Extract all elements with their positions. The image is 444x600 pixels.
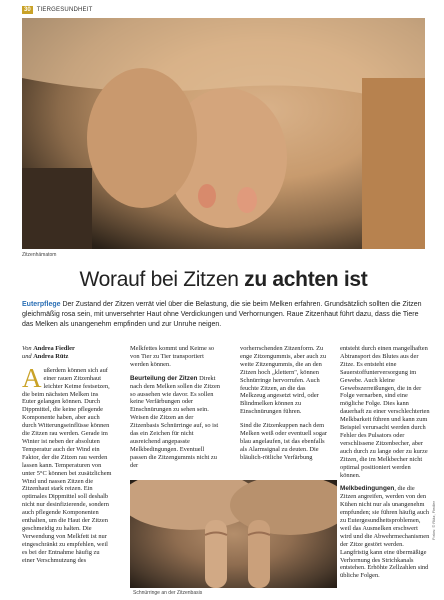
teat-illustration — [130, 480, 337, 588]
column-2 — [130, 345, 222, 470]
author-name-2: Andrea Rütz — [33, 352, 69, 360]
column-1 — [22, 345, 112, 564]
col4-p2: , die die Zitzen angreifen, werden von den Kühen nicht nur als unangenehm empfunden; sie führen häufig auch zu Eutergesundheitsproblemen, weil das Ausmelken erschwert wird und die Abwehrmechanismen der Zitze gestört werden. Langfristig kann eine übermäßige Verhornung des Strichkanals entstehen. Erhöhte Zellzahlen sind übliche Folgen. — [340, 485, 430, 580]
section-label: TIERGESUNDHEIT — [36, 7, 93, 13]
author-line — [22, 345, 112, 361]
author-name-1: Andrea Fiedler — [33, 345, 75, 352]
col2-p2: Direkt nach dem Melken sollen die Zitzen so aussehen wie davor. Es sollen keine Verfärbungen oder Einschnürungen zu sehen sein. Weisen die Zitzen an der Zitzenbasis Schnürringe auf, so ist das ein Zeichen für nicht ausreichend angepasste Melkbedingungen. Eventuell passen die Zitzengummis nicht zu der — [130, 374, 220, 469]
subheading-melkbedingungen: Melkbedingungen — [340, 485, 395, 493]
lead-keyword: Euterpflege — [22, 301, 61, 308]
headline-bold: zu achten ist — [244, 268, 368, 291]
lead-paragraph — [22, 300, 425, 330]
author-prefix: Von — [22, 345, 34, 352]
drop-cap: A — [22, 362, 42, 393]
col3-p1: vorherrschenden Zitzenform. Zu enge Zitzengummis, aber auch zu weite Zitzengummis, die an den Zitzen hoch „klettern", können Schnürringe hervorrufen. Auch feuchte Zitzen, an die das Melkzeug angesetzt wird, oder Blindmelken können zu Einschnürungen führen. — [240, 345, 327, 416]
headline — [22, 268, 425, 292]
udder-illustration — [22, 18, 425, 249]
col1-text: ußerdem können sich auf einer rauen Zitzenhaut leichter Keime festsetzen, die beim nächsten Melken ins Euter gelangen können. Durch Dippmittel, die keine pflegende Komponente haben, aber auch durch Witterungseinflüsse können die Zitzen rau werden. Gerade im Winter ist neben der absoluten Temperatur auch der Wind ein Faktor, der die Zitzen rau werden lassen kann. Temperaturen von unter 5°C können bei zusätzlichem Wind und nassen Zitzen die Zitzenhaut stark reizen. Ein optimales Dippmittel soll deshalb nicht nur desinfizierende, sondern auch pflegende Komponenten enthalten, um die Haut der Zitzen geschmeidig zu halten. Die Verwendung von Melkfett ist nur eingeschränkt zu empfehlen, weil es bei der Entnahme häufig zu einer Verschmutzung des — [22, 366, 112, 564]
photo1-caption: Zitzenhämatom — [22, 252, 57, 258]
page-number: 30 — [24, 7, 31, 13]
photo-credit: Fotos: © Rütz, Fiedler — [431, 501, 436, 540]
photo2-caption: Schnürringe an der Zitzenbasis — [133, 590, 203, 596]
col3-p2: Sind die Zitzenkuppen nach dem Melken weiß oder eventuell sogar blau angelaufen, ist das ebenfalls als Alarmsignal zu deuten. Die bläulich-rötliche Verfärbung — [240, 422, 327, 461]
col2-p1: Melkfettes kommt und Keime so von Tier zu Tier transportiert werden können. — [130, 345, 215, 368]
udder-photo — [22, 18, 425, 249]
page-header — [22, 5, 93, 15]
lead-text: Der Zustand der Zitzen verrät viel über die Belastung, die sie beim Melken erfahren. Grundsätzlich sollten die Zitzen gleichmäßig rosa sein, mit unversehrter Haut ohne Verdickungen und Verhornungen. Raue Zitzenhaut führt dazu, dass die Tiere das Melken als unangenehm empfinden und zur Unruhe neigen. — [22, 301, 422, 328]
column-3 — [240, 345, 332, 462]
teat-base-photo — [130, 480, 337, 588]
headline-regular: Worauf bei Zitzen — [79, 268, 245, 291]
author-prefix-2: und — [22, 352, 34, 360]
subheading-beurteilung: Beurteilung der Zitzen — [130, 374, 198, 382]
col4-p1: entsteht durch einen mangelhaften Abtransport des Blutes aus der Zitze. Es entsteht eine Sauerstoffunterversorgung im Gewebe. Auch kleine Gewebszerreißungen, die in der Folge vernarben, sind eine mögliche Folge. Dies kann dauerhaft zu einer verschlechterten Melkbarkeit führen und kann zum Beispiel verursacht werden durch Fehler des Pulsators oder verschlissene Zitzenbecher, aber auch durch zu lange oder zu kurze Zitzen, die im Melkbecher nicht optimal positioniert werden können. — [340, 345, 430, 479]
column-4 — [340, 345, 430, 580]
